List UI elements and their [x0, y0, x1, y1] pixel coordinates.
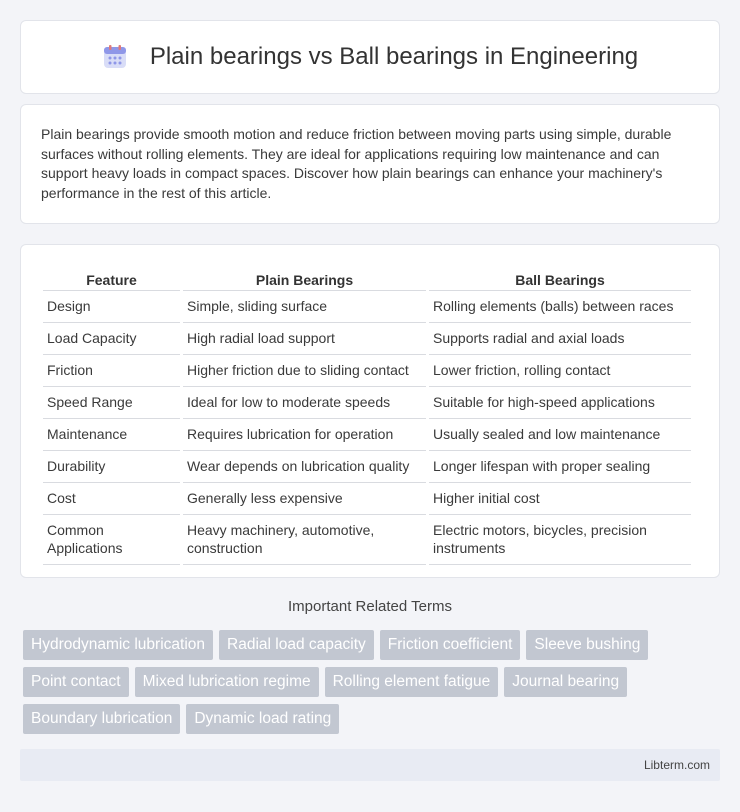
table-row [43, 355, 691, 387]
row-plain: Ideal for low to moderate speeds [183, 387, 426, 419]
row-feature: Durability [43, 451, 180, 483]
table-row [43, 387, 691, 419]
related-terms-title: Important Related Terms [288, 598, 452, 615]
row-ball: Suitable for high-speed applications [429, 387, 691, 419]
table-row [43, 291, 691, 323]
table-row [43, 483, 691, 515]
row-ball: Lower friction, rolling contact [429, 355, 691, 387]
table-header-row [43, 265, 691, 291]
term-tag[interactable]: Journal bearing [504, 667, 627, 697]
row-feature: Maintenance [43, 419, 180, 451]
header-feature: Feature [43, 265, 180, 291]
row-ball: Higher initial cost [429, 483, 691, 515]
row-feature: Friction [43, 355, 180, 387]
footer [20, 749, 720, 781]
row-feature: Load Capacity [43, 323, 180, 355]
row-plain: Generally less expensive [183, 483, 426, 515]
term-tag[interactable]: Sleeve bushing [526, 630, 648, 660]
row-plain: High radial load support [183, 323, 426, 355]
row-plain: Wear depends on lubrication quality [183, 451, 426, 483]
table-row [43, 419, 691, 451]
table-row [43, 515, 691, 565]
intro-card [20, 104, 720, 224]
row-ball: Longer lifespan with proper sealing [429, 451, 691, 483]
row-ball: Supports radial and axial loads [429, 323, 691, 355]
term-tag[interactable]: Mixed lubrication regime [135, 667, 319, 697]
term-tag[interactable]: Rolling element fatigue [325, 667, 499, 697]
term-tag[interactable]: Radial load capacity [219, 630, 374, 660]
calendar-icon [102, 44, 128, 70]
intro-text: Plain bearings provide smooth motion and reduce friction between moving parts using simple, durable surfaces without rolling elements. They are ideal for applications requiring low maintenance and can support heavy loads in compact spaces. Discover how plain bearings can enhance your machinery's performance in the rest of this article. [41, 126, 672, 201]
comparison-table [40, 265, 694, 565]
term-tag[interactable]: Friction coefficient [380, 630, 521, 660]
row-ball: Usually sealed and low maintenance [429, 419, 691, 451]
title-card [20, 20, 720, 94]
row-plain: Requires lubrication for operation [183, 419, 426, 451]
row-plain: Higher friction due to sliding contact [183, 355, 426, 387]
header-ball-bearings: Ball Bearings [429, 265, 691, 291]
row-plain: Simple, sliding surface [183, 291, 426, 323]
table-row [43, 323, 691, 355]
term-tag[interactable]: Dynamic load rating [186, 704, 339, 734]
row-ball: Electric motors, bicycles, precision instruments [429, 515, 691, 565]
row-feature: Common Applications [43, 515, 180, 565]
row-feature: Cost [43, 483, 180, 515]
row-feature: Speed Range [43, 387, 180, 419]
row-plain: Heavy machinery, automotive, construction [183, 515, 426, 565]
term-tag[interactable]: Point contact [23, 667, 129, 697]
header-plain-bearings: Plain Bearings [183, 265, 426, 291]
footer-site-link[interactable]: Libterm.com [643, 758, 710, 772]
row-feature: Design [43, 291, 180, 323]
comparison-card [20, 244, 720, 578]
term-tag[interactable]: Hydrodynamic lubrication [23, 630, 213, 660]
row-ball: Rolling elements (balls) between races [429, 291, 691, 323]
page-title: Plain bearings vs Ball bearings in Engineering [149, 43, 639, 70]
term-tag[interactable]: Boundary lubrication [23, 704, 180, 734]
table-row [43, 451, 691, 483]
related-terms-list [23, 630, 723, 734]
